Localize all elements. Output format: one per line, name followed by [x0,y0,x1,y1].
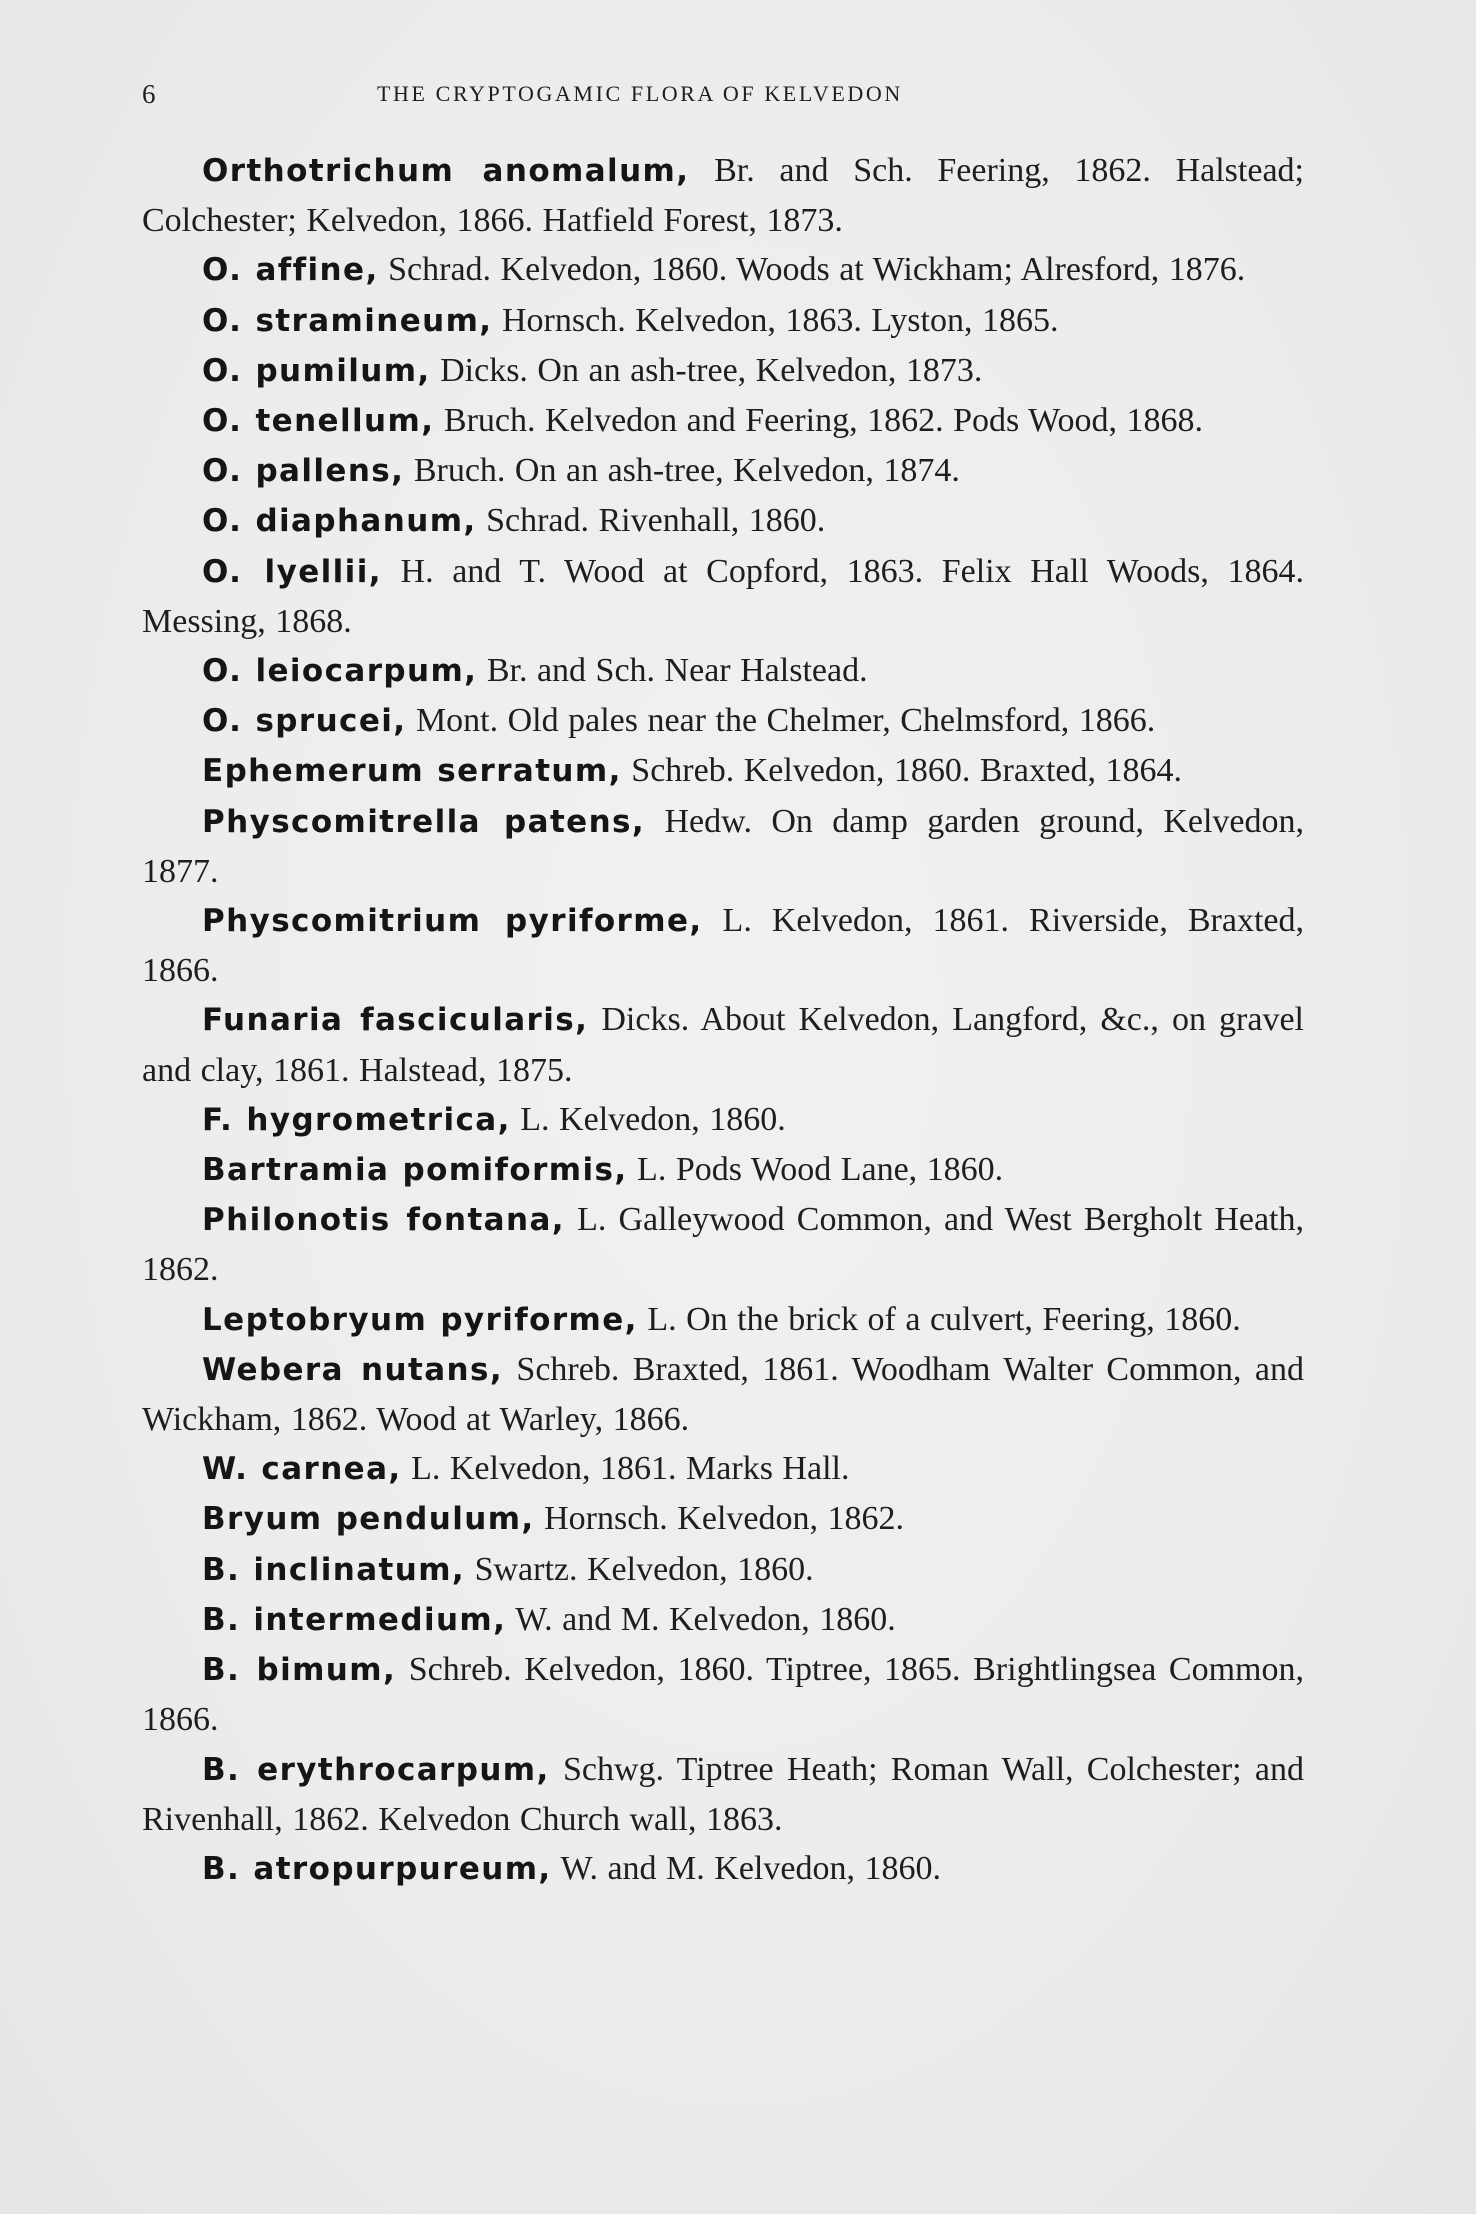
species-details: L. Kelvedon, 1860. [510,1100,786,1138]
species-entry [142,1295,1304,1345]
species-details: W. and M. Kelvedon, 1860. [551,1849,941,1887]
species-details: Schreb. Kelvedon, 1860. Tiptree, 1865. Brightlingsea Common, 1866. [142,1651,1304,1739]
species-name: O. diaphanum, [202,503,477,540]
species-name: O. pallens, [202,453,405,490]
species-entry [142,1095,1304,1145]
species-details: L. Galleywood Common, and West Bergholt Heath, 1862. [142,1201,1305,1289]
species-details: Schreb. Braxted, 1861. Woodham Walter Common, and Wickham, 1862. Wood at Warley, 1866. [142,1350,1304,1439]
species-name: Orthotrichum anomalum, [202,153,690,189]
species-details: L. Kelvedon, 1861. Riverside, Braxted, 1866. [142,902,1304,990]
species-name: Funaria fascicularis, [202,1002,589,1039]
species-entry [142,696,1304,746]
species-name: Philonotis fontana, [202,1202,565,1239]
species-details: H. and T. Wood at Copford, 1863. Felix Hall Woods, 1864. Messing, 1868. [142,552,1304,640]
species-details: Swartz. Kelvedon, 1860. [465,1550,814,1588]
species-name: Webera nutans, [202,1351,504,1388]
species-name: Leptobryum pyriforme, [202,1301,638,1338]
species-name: W. carnea, [202,1451,402,1488]
species-name: O. leiocarpum, [202,653,478,690]
species-details: Hedw. On damp garden ground, Kelvedon, 1877. [142,802,1304,890]
species-details: Schreb. Kelvedon, 1860. Braxted, 1864. [621,752,1183,790]
species-entry [142,1545,1304,1595]
species-entry [142,296,1304,346]
species-details: Dicks. About Kelvedon, Langford, &c., on gravel and clay, 1861. Halstead, 1875. [142,1001,1304,1089]
species-entry [142,797,1304,896]
species-entry [142,1745,1304,1844]
species-entry [142,1844,1304,1894]
species-entry [142,746,1304,796]
species-name: O. tenellum, [202,403,435,440]
species-name: B. atropurpureum, [202,1850,552,1887]
species-name: O. lyellii, [202,553,382,590]
species-entry [142,1494,1304,1544]
species-entry [142,245,1304,295]
species-name: F. hygrometrica, [202,1101,511,1138]
species-details: Schrad. Rivenhall, 1860. [476,502,826,540]
species-name: Physcomitrium pyriforme, [202,903,703,940]
page-header [142,74,1308,114]
species-name: O. stramineum, [202,302,493,339]
species-entry [142,1195,1304,1294]
species-details: Hornsch. Kelvedon, 1862. [534,1500,904,1538]
species-details: W. and M. Kelvedon, 1860. [506,1600,896,1638]
species-entry [142,1645,1304,1744]
running-title: THE CRYPTOGAMIC FLORA OF KELVEDON [377,81,903,106]
species-name: B. inclinatum, [202,1551,466,1588]
species-details: L. Kelvedon, 1861. Marks Hall. [401,1450,850,1488]
species-entry [142,646,1304,696]
species-entry [142,446,1304,496]
species-details: Dicks. On an ash-tree, Kelvedon, 1873. [430,351,983,389]
species-entry [142,146,1304,245]
species-details: Bruch. Kelvedon and Feering, 1862. Pods Wood, 1868. [434,402,1204,440]
species-details: Mont. Old pales near the Chelmer, Chelmsford, 1866. [406,702,1156,740]
species-entry [142,995,1304,1094]
species-list [142,146,1304,1894]
species-name: O. pumilum, [202,352,431,389]
species-details: Hornsch. Kelvedon, 1863. Lyston, 1865. [492,301,1059,339]
page-number: 6 [142,79,156,109]
species-entry [142,547,1304,646]
species-entry [142,1595,1304,1645]
species-details: Br. and Sch. Feering, 1862. Halstead; Colchester; Kelvedon, 1866. Hatfield Forest, 1873. [142,152,1304,240]
species-entry [142,896,1304,995]
species-name: O. sprucei, [202,703,407,740]
species-name: Ephemerum serratum, [202,753,622,790]
species-name: Physcomitrella patens, [202,803,646,840]
species-name: B. erythrocarpum, [202,1751,550,1788]
species-entry [142,1444,1304,1494]
species-details: Schwg. Tiptree Heath; Roman Wall, Colchester; and Rivenhall, 1862. Kelvedon Church wall, 1863. [142,1750,1304,1838]
species-details: Schrad. Kelvedon, 1860. Woods at Wickham; Alresford, 1876. [378,251,1246,289]
species-entry [142,346,1304,396]
species-name: Bartramia pomiformis, [202,1152,628,1189]
species-name: O. affine, [202,252,379,289]
species-details: Bruch. On an ash-tree, Kelvedon, 1874. [404,452,960,490]
species-entry [142,1145,1304,1195]
species-details: L. Pods Wood Lane, 1860. [627,1151,1004,1189]
species-entry [142,496,1304,546]
species-name: B. bimum, [202,1652,397,1689]
species-name: B. intermedium, [202,1601,507,1638]
species-details: Br. and Sch. Near Halstead. [477,652,868,690]
species-name: Bryum pendulum, [202,1501,535,1538]
species-entry [142,396,1304,446]
species-entry [142,1345,1304,1444]
species-details: L. On the brick of a culvert, Feering, 1860. [637,1300,1241,1338]
